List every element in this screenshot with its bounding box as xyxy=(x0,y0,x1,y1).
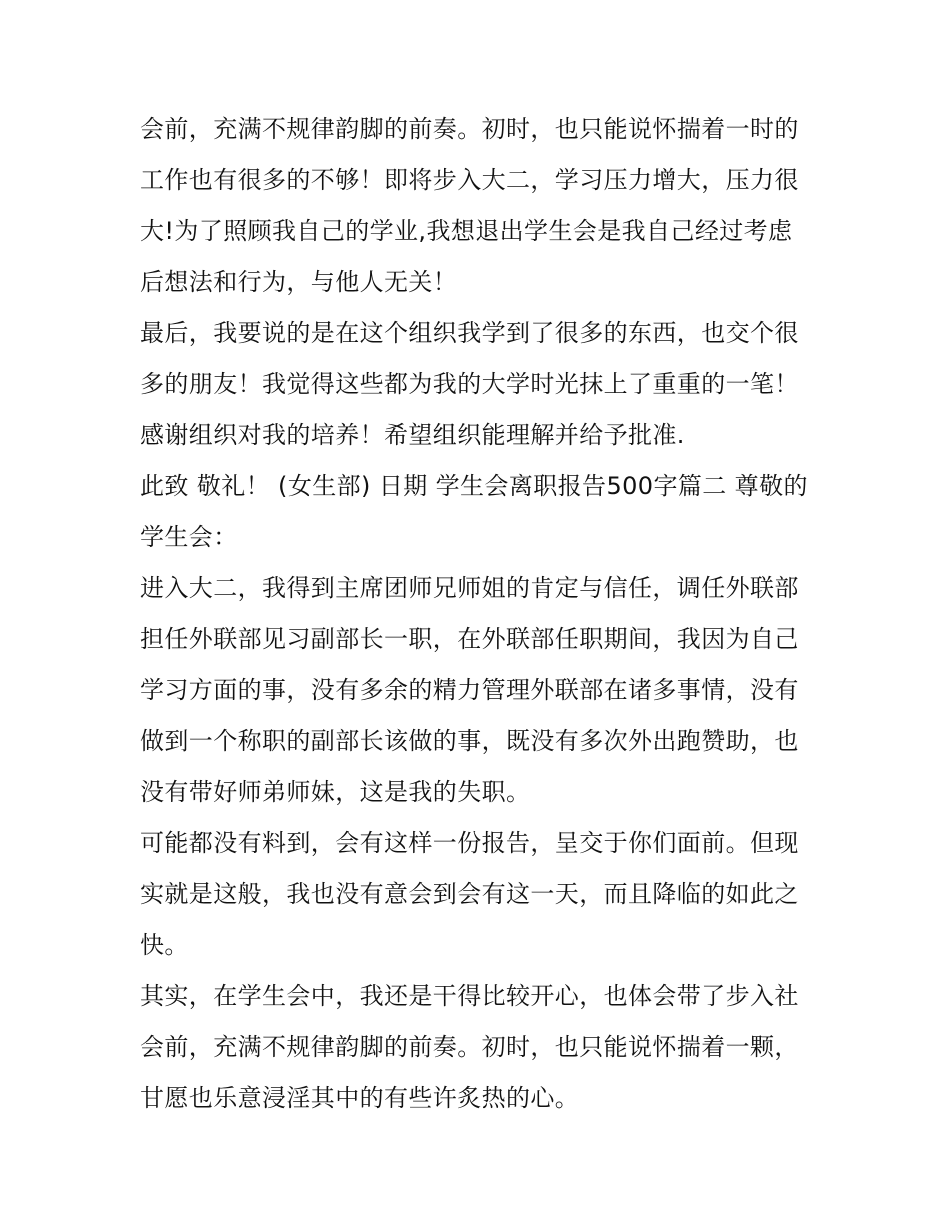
text-line: 工作也有很多的不够！即将步入大二，学习压力增大，压力很 xyxy=(140,166,799,194)
paragraph-7 xyxy=(140,971,812,1124)
text-line: 会前，充满不规律韵脚的前奏。初时，也只能说怀揣着一颗， xyxy=(140,1033,799,1061)
text-line: 后想法和行为，与他人无关！ xyxy=(140,268,458,296)
paragraph-4 xyxy=(140,461,812,563)
paragraph-2 xyxy=(140,308,812,410)
text-line: 大!为了照顾我自己的学业,我想退出学生会是我自己经过考虑 xyxy=(140,217,793,245)
text-line: 会前，充满不规律韵脚的前奏。初时，也只能说怀揣着一时的 xyxy=(140,115,799,143)
text-line: 学习方面的事，没有多余的精力管理外联部在诸多事情，没有 xyxy=(140,676,799,704)
paragraph-5 xyxy=(140,563,812,818)
paragraph-6 xyxy=(140,818,812,971)
text-line: 感谢组织对我的培养！希望组织能理解并给予批准. xyxy=(140,421,685,449)
text-line: 实就是这般，我也没有意会到会有这一天，而且降临的如此之 xyxy=(140,880,799,908)
paragraph-1 xyxy=(140,104,812,308)
text-line: 进入大二，我得到主席团师兄师姐的肯定与信任，调任外联部 xyxy=(140,574,799,602)
text-line: 其实，在学生会中，我还是干得比较开心，也体会带了步入社 xyxy=(140,982,799,1010)
text-line: 担任外联部见习副部长一职，在外联部任职期间，我因为自己 xyxy=(140,625,799,653)
text-line: 可能都没有料到，会有这样一份报告，呈交于你们面前。但现 xyxy=(140,829,799,857)
text-line: 做到一个称职的副部长该做的事，既没有多次外出跑赞助，也 xyxy=(140,727,799,755)
text-line: 甘愿也乐意浸淫其中的有些许炙热的心。 xyxy=(140,1084,580,1112)
text-line: 学生会： xyxy=(140,523,238,551)
text-line: 快。 xyxy=(140,931,189,959)
text-line: 最后，我要说的是在这个组织我学到了很多的东西，也交个很 xyxy=(140,319,799,347)
text-line: 多的朋友！我觉得这些都为我的大学时光抹上了重重的一笔！ xyxy=(140,370,799,398)
paragraph-3 xyxy=(140,410,812,461)
text-line: 此致 敬礼！ (女生部) 日期 学生会离职报告500字篇二 尊敬的 xyxy=(140,472,808,500)
text-line: 没有带好师弟师妹，这是我的失职。 xyxy=(140,778,531,806)
document-body xyxy=(140,104,812,1124)
